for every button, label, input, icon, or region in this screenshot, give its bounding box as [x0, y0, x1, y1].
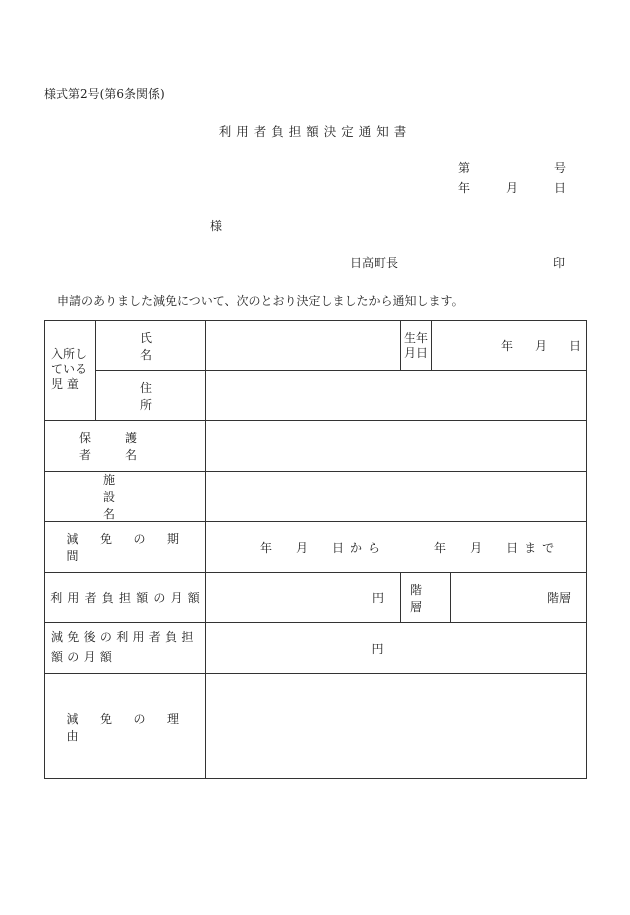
issue-number-suffix: 号: [553, 161, 566, 175]
period-start-year: 年: [260, 540, 273, 555]
reduced-fee-field[interactable]: [205, 622, 587, 673]
child-name-label: 氏名: [140, 330, 197, 362]
monthly-fee-label-cell: [44, 572, 205, 622]
child-address-label: 住所: [140, 380, 197, 412]
guardian-label-cell: [44, 420, 205, 471]
facility-label: 施設名: [103, 473, 174, 521]
child-group-cell: [44, 320, 95, 420]
document-title: 利用者負担額決定通知書: [218, 124, 412, 139]
child-address-label-cell: [95, 370, 205, 420]
tier-unit: 階層: [546, 591, 571, 605]
reason-label: 減免の理由: [66, 711, 201, 743]
period-start-month: 月: [296, 540, 309, 555]
period-label: 減免の期間: [66, 532, 201, 563]
reason-label-cell: [44, 673, 205, 779]
period-end-year: 年: [434, 540, 447, 555]
issue-date: [458, 179, 566, 196]
facility-name-field[interactable]: [205, 471, 587, 521]
period-end-day: 日まで: [506, 540, 561, 555]
child-group-line-2: ている: [51, 362, 88, 376]
issue-date-month: 月: [505, 181, 518, 195]
decision-table: [44, 320, 587, 779]
guardian-name-field[interactable]: [205, 420, 587, 471]
issue-date-year: 年: [458, 181, 471, 195]
tier-label: 階層: [410, 582, 432, 614]
reduced-fee-label: 減免後の利用者負担額の月額: [51, 630, 198, 664]
monthly-fee-field[interactable]: [205, 572, 400, 622]
birthdate-year-unit: 年: [501, 339, 514, 353]
issue-number: [458, 159, 566, 176]
issue-date-day: 日: [553, 181, 566, 195]
child-name-label-cell: [95, 320, 205, 370]
birthdate-label-line-1: 生年: [403, 331, 428, 345]
form-identifier: 様式第2号(第6条関係): [44, 87, 165, 101]
issue-number-prefix: 第: [458, 161, 471, 175]
birthdate-label-line-2: 月日: [403, 346, 428, 360]
birthdate-month-unit: 月: [534, 339, 547, 353]
guardian-label: 保護者名: [79, 431, 172, 462]
birthdate-field[interactable]: [431, 320, 587, 370]
child-address-field[interactable]: [205, 370, 587, 420]
birthdate-label-cell: [400, 320, 431, 370]
reason-field[interactable]: [205, 673, 587, 779]
period-end-month: 月: [470, 540, 483, 555]
child-group-line-1: 入所し: [51, 347, 88, 361]
monthly-fee-label: 利用者負担額の月額: [50, 591, 205, 605]
reduced-fee-unit: 円: [371, 641, 384, 656]
reduced-fee-label-cell: [44, 622, 205, 673]
intro-text: 申請のありました減免について、次のとおり決定しましたから通知します。: [57, 294, 464, 308]
child-name-field[interactable]: [205, 320, 400, 370]
monthly-fee-unit: 円: [371, 591, 384, 605]
facility-label-cell: [44, 471, 205, 521]
period-label-cell: [44, 521, 205, 572]
seal-mark: 印: [553, 256, 566, 270]
issuer-name: 日高町長: [350, 256, 399, 270]
period-field[interactable]: [205, 521, 587, 572]
period-start-day: 日から: [332, 540, 387, 555]
tier-label-cell: [400, 572, 450, 622]
birthdate-day-unit: 日: [568, 339, 581, 353]
child-group-line-3: 児 童: [51, 377, 79, 391]
tier-field[interactable]: [450, 572, 587, 622]
addressee-suffix: 様: [210, 219, 223, 233]
